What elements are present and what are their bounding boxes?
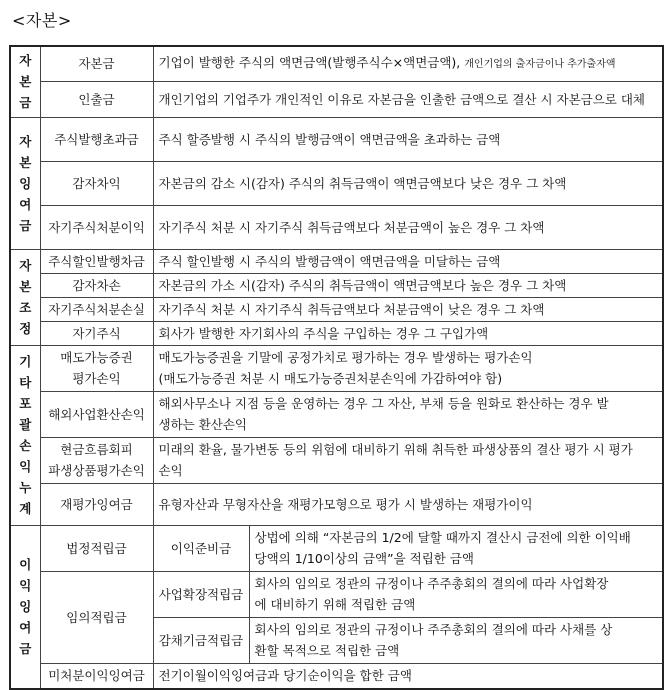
table-row <box>10 663 663 689</box>
description-cell: 자본금의 감소 시(감자) 주식의 취득금액이 액면금액보다 낮은 경우 그 차액 <box>153 161 663 205</box>
description-cell: 미래의 환율, 물가변동 등의 위험에 대비하기 위해 취득한 파생상품의 결산 평가 시 평가 손익 <box>153 437 663 483</box>
subterm-cell: 이익준비금 <box>153 525 249 571</box>
category-capital: 자 본 금 <box>10 46 40 117</box>
term-cell: 감자차손 <box>40 273 153 297</box>
table-row <box>10 345 663 391</box>
term-cell: 미처분이익잉여금 <box>40 663 153 689</box>
table-row <box>10 321 663 345</box>
capital-table <box>9 45 664 690</box>
table-row <box>10 161 663 205</box>
table-row <box>10 437 663 483</box>
description-cell: 유형자산과 무형자산을 재평가모형으로 평가 시 발생하는 재평가이익 <box>153 483 663 525</box>
page-title: <자본> <box>12 11 72 30</box>
table-row <box>10 525 663 571</box>
term-cell: 매도가능증권 평가손익 <box>40 345 153 391</box>
description-cell: 매도가능증권을 기말에 공정가치로 평가하는 경우 발생하는 평가손익 (매도가능증권 처분 시 매도가능증권처분손익에 가감하여야 함) <box>153 345 663 391</box>
table-row <box>10 391 663 437</box>
term-cell: 임의적립금 <box>40 571 153 663</box>
description-cell: 회사의 임의로 정관의 규정이나 주주총회의 결의에 따라 사채를 상 환할 목적으로 적립한 금액 <box>249 617 663 663</box>
category-capital-surplus: 자 본 잉 여 금 <box>10 117 40 249</box>
term-cell: 현금흐름회피 파생상품평가손익 <box>40 437 153 483</box>
table-row <box>10 571 663 617</box>
term-cell: 인출금 <box>40 81 153 117</box>
table-row <box>10 483 663 525</box>
description-note: 개인기업의 출자금이나 추가출자액 <box>464 59 616 71</box>
description-cell: 해외사무소나 지점 등을 운영하는 경우 그 자산, 부채 등을 원화로 환산하는 경우 발 생하는 환산손익 <box>153 391 663 437</box>
category-capital-adjustment: 자 본 조 정 <box>10 249 40 345</box>
description-cell: 주식 할증발행 시 주식의 발행금액이 액면금액을 초과하는 금액 <box>153 117 663 161</box>
description-cell: 개인기업의 기업주가 개인적인 이유로 자본금을 인출한 금액으로 결산 시 자본금으로 대체 <box>153 81 663 117</box>
term-cell: 주식발행초과금 <box>40 117 153 161</box>
table-row <box>10 81 663 117</box>
term-cell: 해외사업환산손익 <box>40 391 153 437</box>
table-row <box>10 205 663 249</box>
table-row <box>10 273 663 297</box>
term-cell: 자본금 <box>40 46 153 81</box>
term-cell: 자기주식 <box>40 321 153 345</box>
description-cell: 상법에 의해 “자본금의 1/2에 달할 때까지 결산시 금전에 의한 이익배 당액의 1/10이상의 금액”을 적립한 금액 <box>249 525 663 571</box>
table-row <box>10 46 663 81</box>
table-row <box>10 297 663 321</box>
term-cell: 법정적립금 <box>40 525 153 571</box>
table-row <box>10 249 663 273</box>
subterm-cell: 감채기금적립금 <box>153 617 249 663</box>
term-cell: 자기주식처분손실 <box>40 297 153 321</box>
description-cell: 자본금의 가소 시(감자) 주식의 취득금액이 액면금액보다 높은 경우 그 차액 <box>153 273 663 297</box>
table-row <box>10 117 663 161</box>
term-cell: 재평가잉여금 <box>40 483 153 525</box>
term-cell: 주식할인발행차금 <box>40 249 153 273</box>
term-cell: 자기주식처분이익 <box>40 205 153 249</box>
description-cell: 자기주식 처분 시 자기주식 취득금액보다 처분금액이 낮은 경우 그 차액 <box>153 297 663 321</box>
category-aoci: 기 타 포 괄 손 익 누 계 <box>10 345 40 525</box>
description-cell: 회사의 임의로 정관의 규정이나 주주총회의 결의에 따라 사업확장 에 대비하기 위해 적립한 금액 <box>249 571 663 617</box>
description-cell: 회사가 발행한 자기회사의 주식을 구입하는 경우 그 구입가액 <box>153 321 663 345</box>
subterm-cell: 사업확장적립금 <box>153 571 249 617</box>
category-retained-earnings: 이 익 잉 여 금 <box>10 525 40 689</box>
description-cell: 자기주식 처분 시 자기주식 취득금액보다 처분금액이 높은 경우 그 차액 <box>153 205 663 249</box>
description-cell: 기업이 발행한 주식의 액면금액(발행주식수×액면금액), 개인기업의 출자금이나 추가출자액 <box>153 46 663 81</box>
description-cell: 주식 할인발행 시 주식의 발행금액이 액면금액을 미달하는 금액 <box>153 249 663 273</box>
term-cell: 감자차익 <box>40 161 153 205</box>
description-cell: 전기이월이익잉여금과 당기순이익을 합한 금액 <box>153 663 663 689</box>
